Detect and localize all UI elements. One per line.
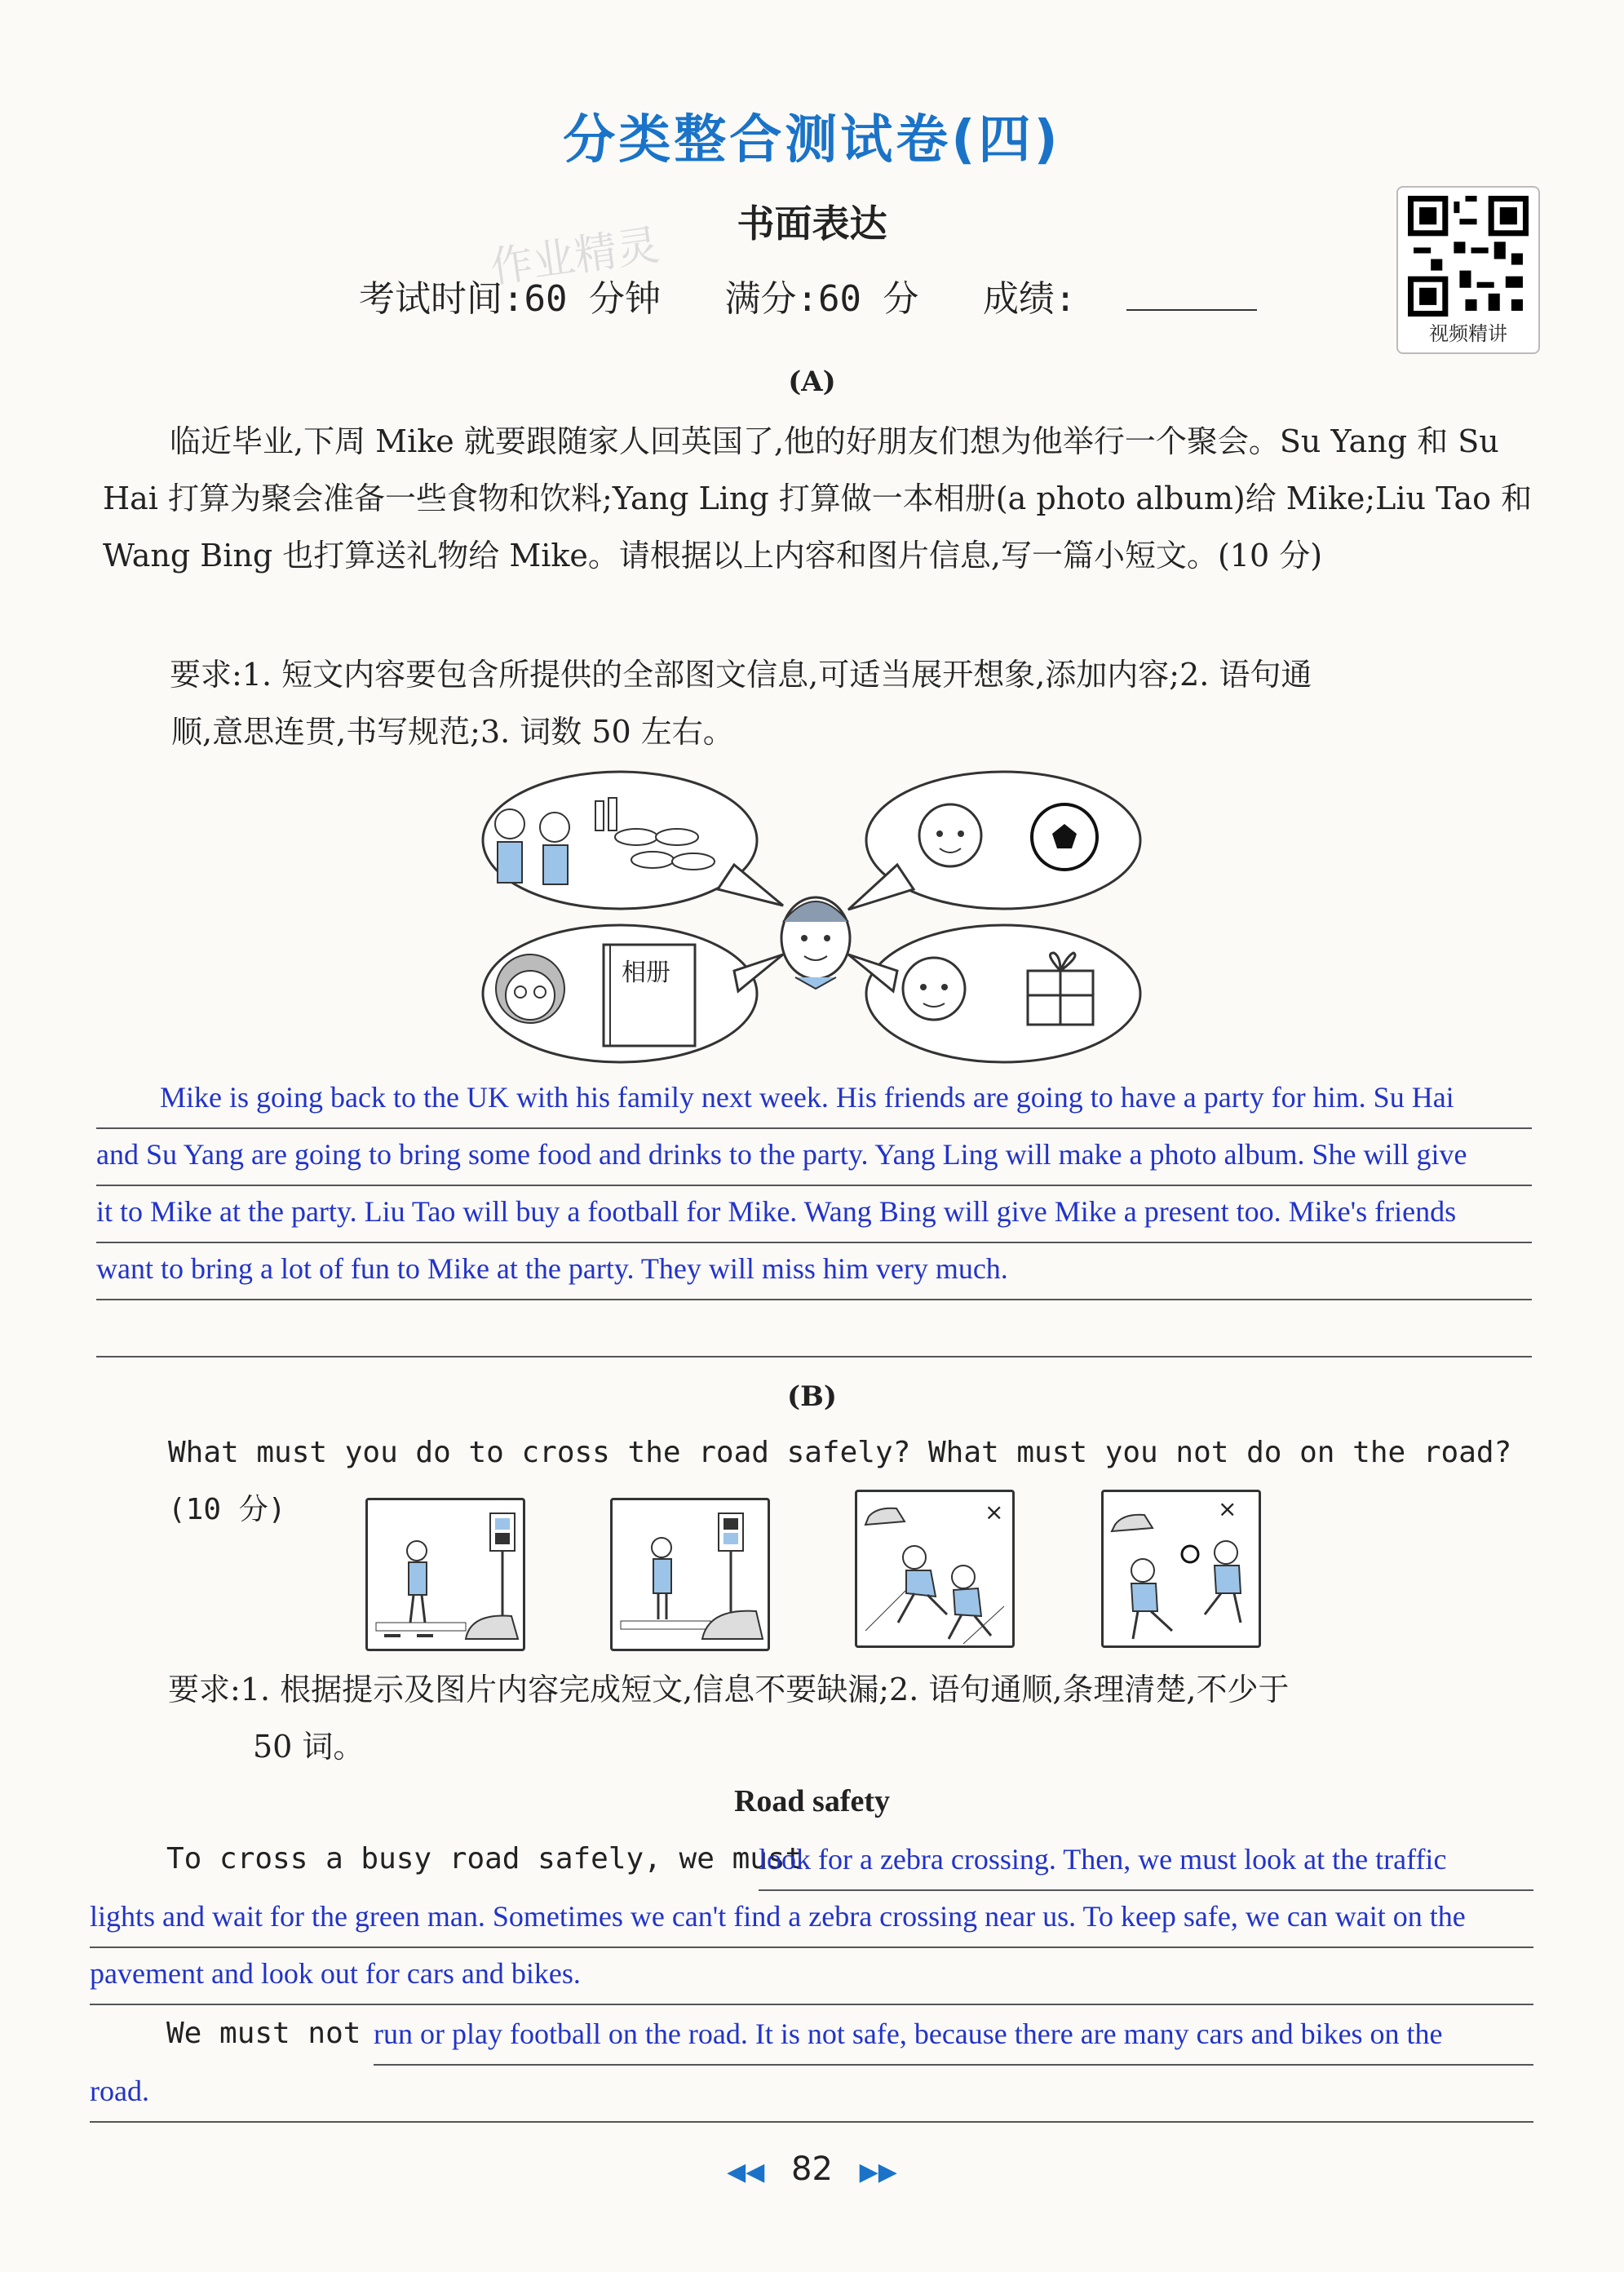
part-b-requirement-1: 要求:1. 根据提示及图片内容完成短文,信息不要缺漏;2. 语句通顺,条理清楚,不少于 bbox=[168, 1672, 1290, 1707]
prev-page-icon[interactable]: ◀◀ bbox=[727, 2158, 765, 2186]
wrong-mark: × bbox=[985, 1499, 1004, 1526]
page-number: 82 bbox=[791, 2150, 833, 2188]
wrong-mark: × bbox=[1218, 1495, 1237, 1522]
gift-bubble bbox=[866, 925, 1140, 1062]
car-icon bbox=[702, 1611, 763, 1639]
answer-line[interactable]: want to bring a lot of fun to Mike at the party. They will miss him very much. bbox=[96, 1242, 1532, 1300]
drink-bottle bbox=[595, 801, 604, 830]
qr-code[interactable] bbox=[1396, 186, 1540, 354]
answer-line[interactable]: pavement and look out for cars and bikes. bbox=[90, 1946, 1533, 2005]
answer-line[interactable]: it to Mike at the party. Liu Tao will buy a football for Mike. Wang Bing will give Mike a present too. Mike's friends bbox=[96, 1185, 1532, 1243]
answer-line[interactable]: Mike is going back to the UK with his family next week. His friends are going to have a party for him. Su Hai bbox=[96, 1070, 1532, 1129]
part-b-requirement-2: 50 词。 bbox=[253, 1729, 365, 1765]
boy-player-icon bbox=[1215, 1541, 1237, 1564]
score-input-line[interactable] bbox=[1126, 309, 1257, 311]
food-plate bbox=[672, 853, 715, 870]
album-label: 相册 bbox=[622, 959, 670, 987]
answer-line[interactable]: and Su Yang are going to bring some food and drinks to the party. Yang Ling will make a photo album. She will give bbox=[96, 1127, 1532, 1186]
answer-line[interactable] bbox=[96, 1299, 1532, 1357]
part-a-label: (A) bbox=[788, 365, 836, 398]
part-a-requirement-1: 要求:1. 短文内容要包含所提供的全部图文信息,可适当展开想象,添加内容;2. 语句通 bbox=[170, 657, 1312, 693]
running-child-icon bbox=[952, 1566, 975, 1588]
pedestrian-icon bbox=[407, 1541, 427, 1561]
pedestrian-icon bbox=[652, 1538, 671, 1557]
car-icon bbox=[466, 1616, 518, 1639]
drink-bottle bbox=[608, 798, 617, 830]
food-plate bbox=[656, 829, 698, 845]
answer-line[interactable]: lights and wait for the green man. Sometimes we can't find a zebra crossing near us. To keep safe, we can wait on the bbox=[90, 1889, 1533, 1948]
score-label: 成绩: bbox=[982, 278, 1077, 320]
qr-label: 视频精讲 bbox=[1429, 322, 1507, 345]
road-picture-4 bbox=[1101, 1490, 1261, 1648]
next-page-icon[interactable]: ▶▶ bbox=[859, 2158, 897, 2186]
part-b-label: (B) bbox=[787, 1380, 837, 1413]
page-footer bbox=[0, 2150, 1624, 2188]
food-plate bbox=[631, 852, 674, 868]
road-picture-1 bbox=[365, 1498, 525, 1651]
full-score: 满分:60 分 bbox=[724, 278, 919, 320]
boy-player-icon bbox=[1131, 1559, 1154, 1582]
football-icon bbox=[1182, 1546, 1198, 1562]
essay-lead-1: To cross a busy road safely, we must bbox=[166, 1842, 803, 1876]
running-child-icon bbox=[903, 1546, 926, 1569]
car-icon bbox=[865, 1508, 905, 1525]
answer-line[interactable]: road. bbox=[90, 2064, 1533, 2123]
page-title: 分类整合测试卷(四) bbox=[563, 110, 1061, 171]
road-picture-2 bbox=[610, 1498, 770, 1651]
answer-line[interactable]: look for a zebra crossing. Then, we must look at the traffic bbox=[759, 1832, 1533, 1891]
food-plate bbox=[615, 829, 657, 845]
party-illustration bbox=[473, 767, 1158, 1069]
part-a-prompt: 临近毕业,下周 Mike 就要跟随家人回英国了,他的好朋友们想为他举行一个聚会。Su Yang 和 Su Hai 打算为聚会准备一些食物和饮料;Yang Ling 打算做一本相册(a photo album)给 Mike;Liu Tao 和 Wang Bing 也打算送礼物给 Mike。请根据以上内容和图片信息,写一篇小短文。(10 分) bbox=[103, 423, 1533, 574]
watermark: 作业精灵 bbox=[487, 220, 662, 294]
car-icon bbox=[1112, 1515, 1153, 1531]
exam-time: 考试时间:60 分钟 bbox=[359, 278, 661, 320]
exam-meta bbox=[359, 269, 1299, 321]
essay-lead-2: We must not bbox=[166, 2017, 361, 2050]
part-b-question: What must you do to cross the road safely? What must you not do on the road? (10 分) bbox=[168, 1436, 1512, 1526]
road-picture-3 bbox=[855, 1490, 1015, 1648]
part-a-requirement-2: 顺,意思连贯,书写规范;3. 词数 50 左右。 bbox=[171, 714, 734, 750]
essay-title: Road safety bbox=[733, 1784, 891, 1818]
answer-line[interactable]: run or play football on the road. It is not safe, because there are many cars and bikes on the bbox=[374, 2007, 1533, 2066]
qr-code-icon bbox=[1408, 196, 1529, 317]
page-subtitle: 书面表达 bbox=[737, 202, 887, 246]
